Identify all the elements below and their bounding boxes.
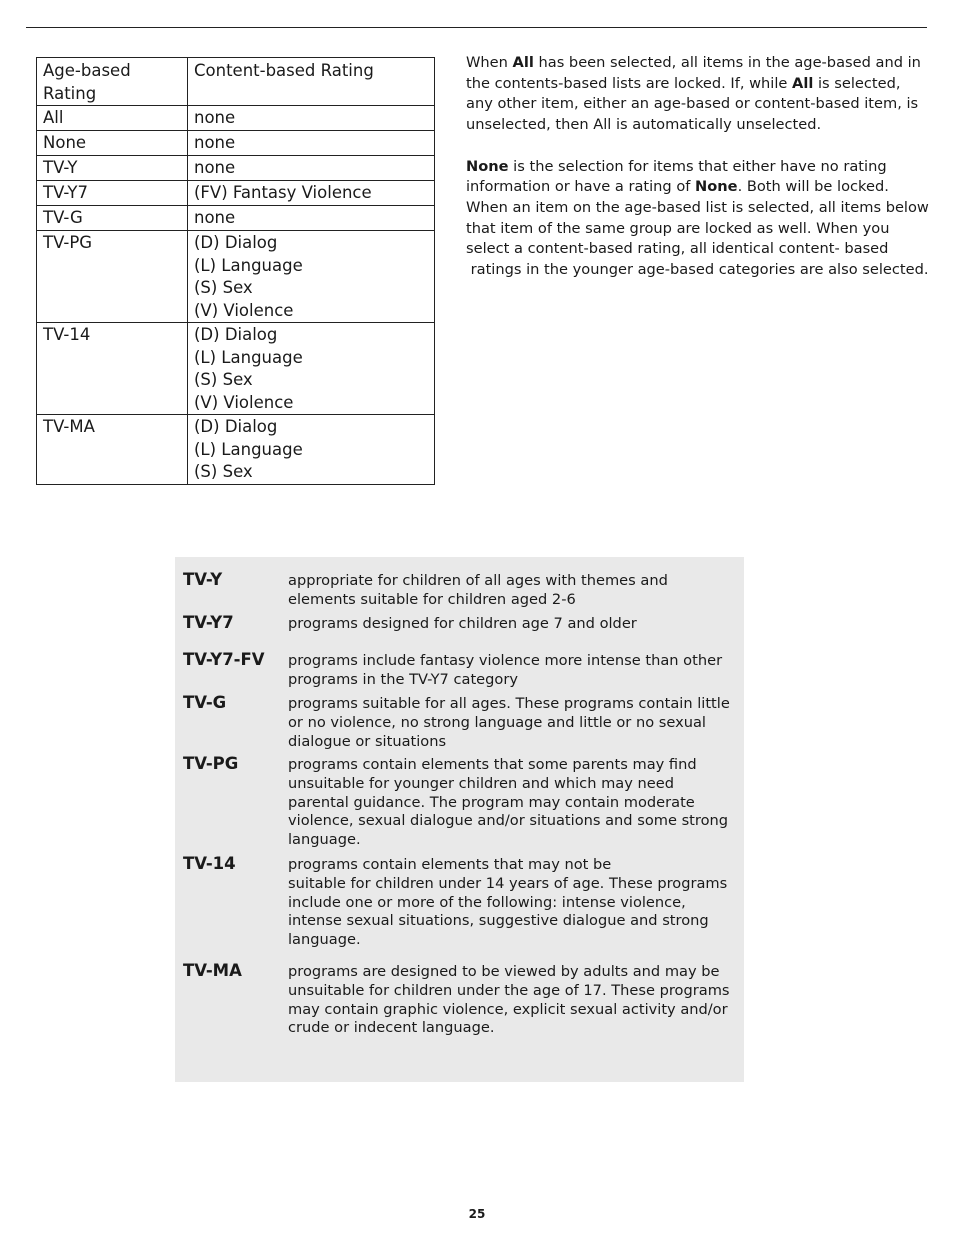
definition-term: TV-Y7-FV [183,650,265,669]
desc-line: programs include fantasy violence more intense than other [288,652,723,669]
table-row [37,181,435,206]
text: the contents-based lists are locked. If, while [466,74,793,92]
desc-line: crude or indecent language. [288,1019,495,1037]
definition-desc [288,572,728,610]
desc-line: programs suitable for all ages. These programs contain little [288,695,730,712]
definition-term: TV-PG [183,754,239,773]
table-row [37,131,435,156]
desc-line: may contain graphic violence, explicit sexual activity and/or [288,1000,728,1018]
desc-line: language. [288,831,361,849]
top-rule [26,27,927,28]
age-cell: All [37,106,188,131]
desc-line: programs in the TV-Y7 category [288,670,518,688]
age-cell: TV-Y7 [37,181,188,206]
text: has been selected, all items in the age-based and in [533,54,921,71]
table-row [37,323,435,415]
table-row [37,415,435,485]
desc-line: intense sexual situations, suggestive dialogue and strong [288,912,709,930]
desc-line: language. [288,931,361,949]
age-cell: None [37,131,188,156]
table-row [37,206,435,231]
desc-line: programs are designed to be viewed by adults and may be [288,963,720,980]
table-row [37,156,435,181]
table-header-row [37,58,435,106]
content-line: (S) Sex [194,278,253,297]
definition-desc [288,695,728,751]
desc-line: include one or more of the following: intense violence, [288,893,686,911]
table-row [37,231,435,323]
text: information or have a rating of [466,178,696,196]
para-none [466,157,929,281]
rating-definitions-box [175,557,744,1082]
bold-term: None [466,157,509,175]
content-cell [188,415,435,485]
content-line: (L) Language [194,439,303,459]
content-line: (D) Dialog [194,233,278,252]
text: is selected, [813,74,901,92]
definition-desc [288,963,728,1038]
content-line: (L) Language [194,255,303,275]
text: When [466,54,513,71]
content-line: (D) Dialog [194,325,278,344]
desc-line: elements suitable for children aged 2-6 [288,590,576,608]
desc-line: programs contain elements that some parents may find [288,756,697,773]
content-line: (V) Violence [194,300,294,320]
text: select a content-based rating, all identical content- based [466,240,889,258]
text: that item of the same group are locked as well. When you [466,219,890,237]
content-line: (D) Dialog [194,417,278,436]
content-cell: none [188,131,435,156]
bold-term: All [512,54,534,71]
age-cell: TV-Y [37,156,188,181]
content-line: (V) Violence [194,392,294,412]
content-cell: none [188,206,435,231]
content-line: (S) Sex [194,370,253,389]
desc-line: or no violence, no strong language and little or no sexual [288,713,706,731]
text: is the selection for items that either have no rating [508,157,887,175]
text: When an item on the age-based list is selected, all items below [466,198,929,216]
definition-term: TV-Y [183,570,223,589]
content-line: (S) Sex [194,462,253,481]
desc-line: parental guidance. The program may contain moderate [288,793,695,811]
text: any other item, either an age-based or content-based item, is [466,95,919,113]
age-cell: TV-14 [37,323,188,415]
definition-term: TV-G [183,693,227,712]
content-cell [188,323,435,415]
page-number: 25 [468,1207,486,1221]
desc-line: unsuitable for younger children and which may need [288,774,675,792]
header-content: Content-based Rating [188,58,435,106]
age-cell: TV-G [37,206,188,231]
header-age: Age-based Rating [37,58,188,106]
definition-desc [288,756,728,850]
age-cell: TV-PG [37,231,188,323]
definition-desc [288,615,728,634]
age-cell: TV-MA [37,415,188,485]
bold-term: None [695,178,738,196]
content-cell: none [188,106,435,131]
definition-term: TV-14 [183,854,236,873]
text: ratings in the younger age-based categories are also selected. [466,261,929,279]
definition-desc [288,652,728,690]
desc-line: programs designed for children age 7 and older [288,615,637,632]
intro-text [466,53,929,281]
bold-term: All [792,74,814,92]
desc-line: suitable for children under 14 years of age. These programs [288,874,728,892]
definition-term: TV-Y7 [183,613,234,632]
para-all [466,53,921,136]
table-row [37,106,435,131]
ratings-table [36,57,435,485]
desc-line: appropriate for children of all ages with themes and [288,572,668,589]
text: . Both will be locked. [737,178,889,196]
desc-line: dialogue or situations [288,732,447,750]
text: unselected, then All is automatically unselected. [466,116,822,134]
definition-desc [288,856,728,950]
content-cell: none [188,156,435,181]
desc-line: programs contain elements that may not be [288,856,612,873]
content-cell [188,231,435,323]
desc-line: violence, sexual dialogue and/or situations and some strong [288,812,729,830]
desc-line: unsuitable for children under the age of 17. These programs [288,981,730,999]
content-cell: (FV) Fantasy Violence [188,181,435,206]
definition-term: TV-MA [183,961,242,980]
content-line: (L) Language [194,347,303,367]
